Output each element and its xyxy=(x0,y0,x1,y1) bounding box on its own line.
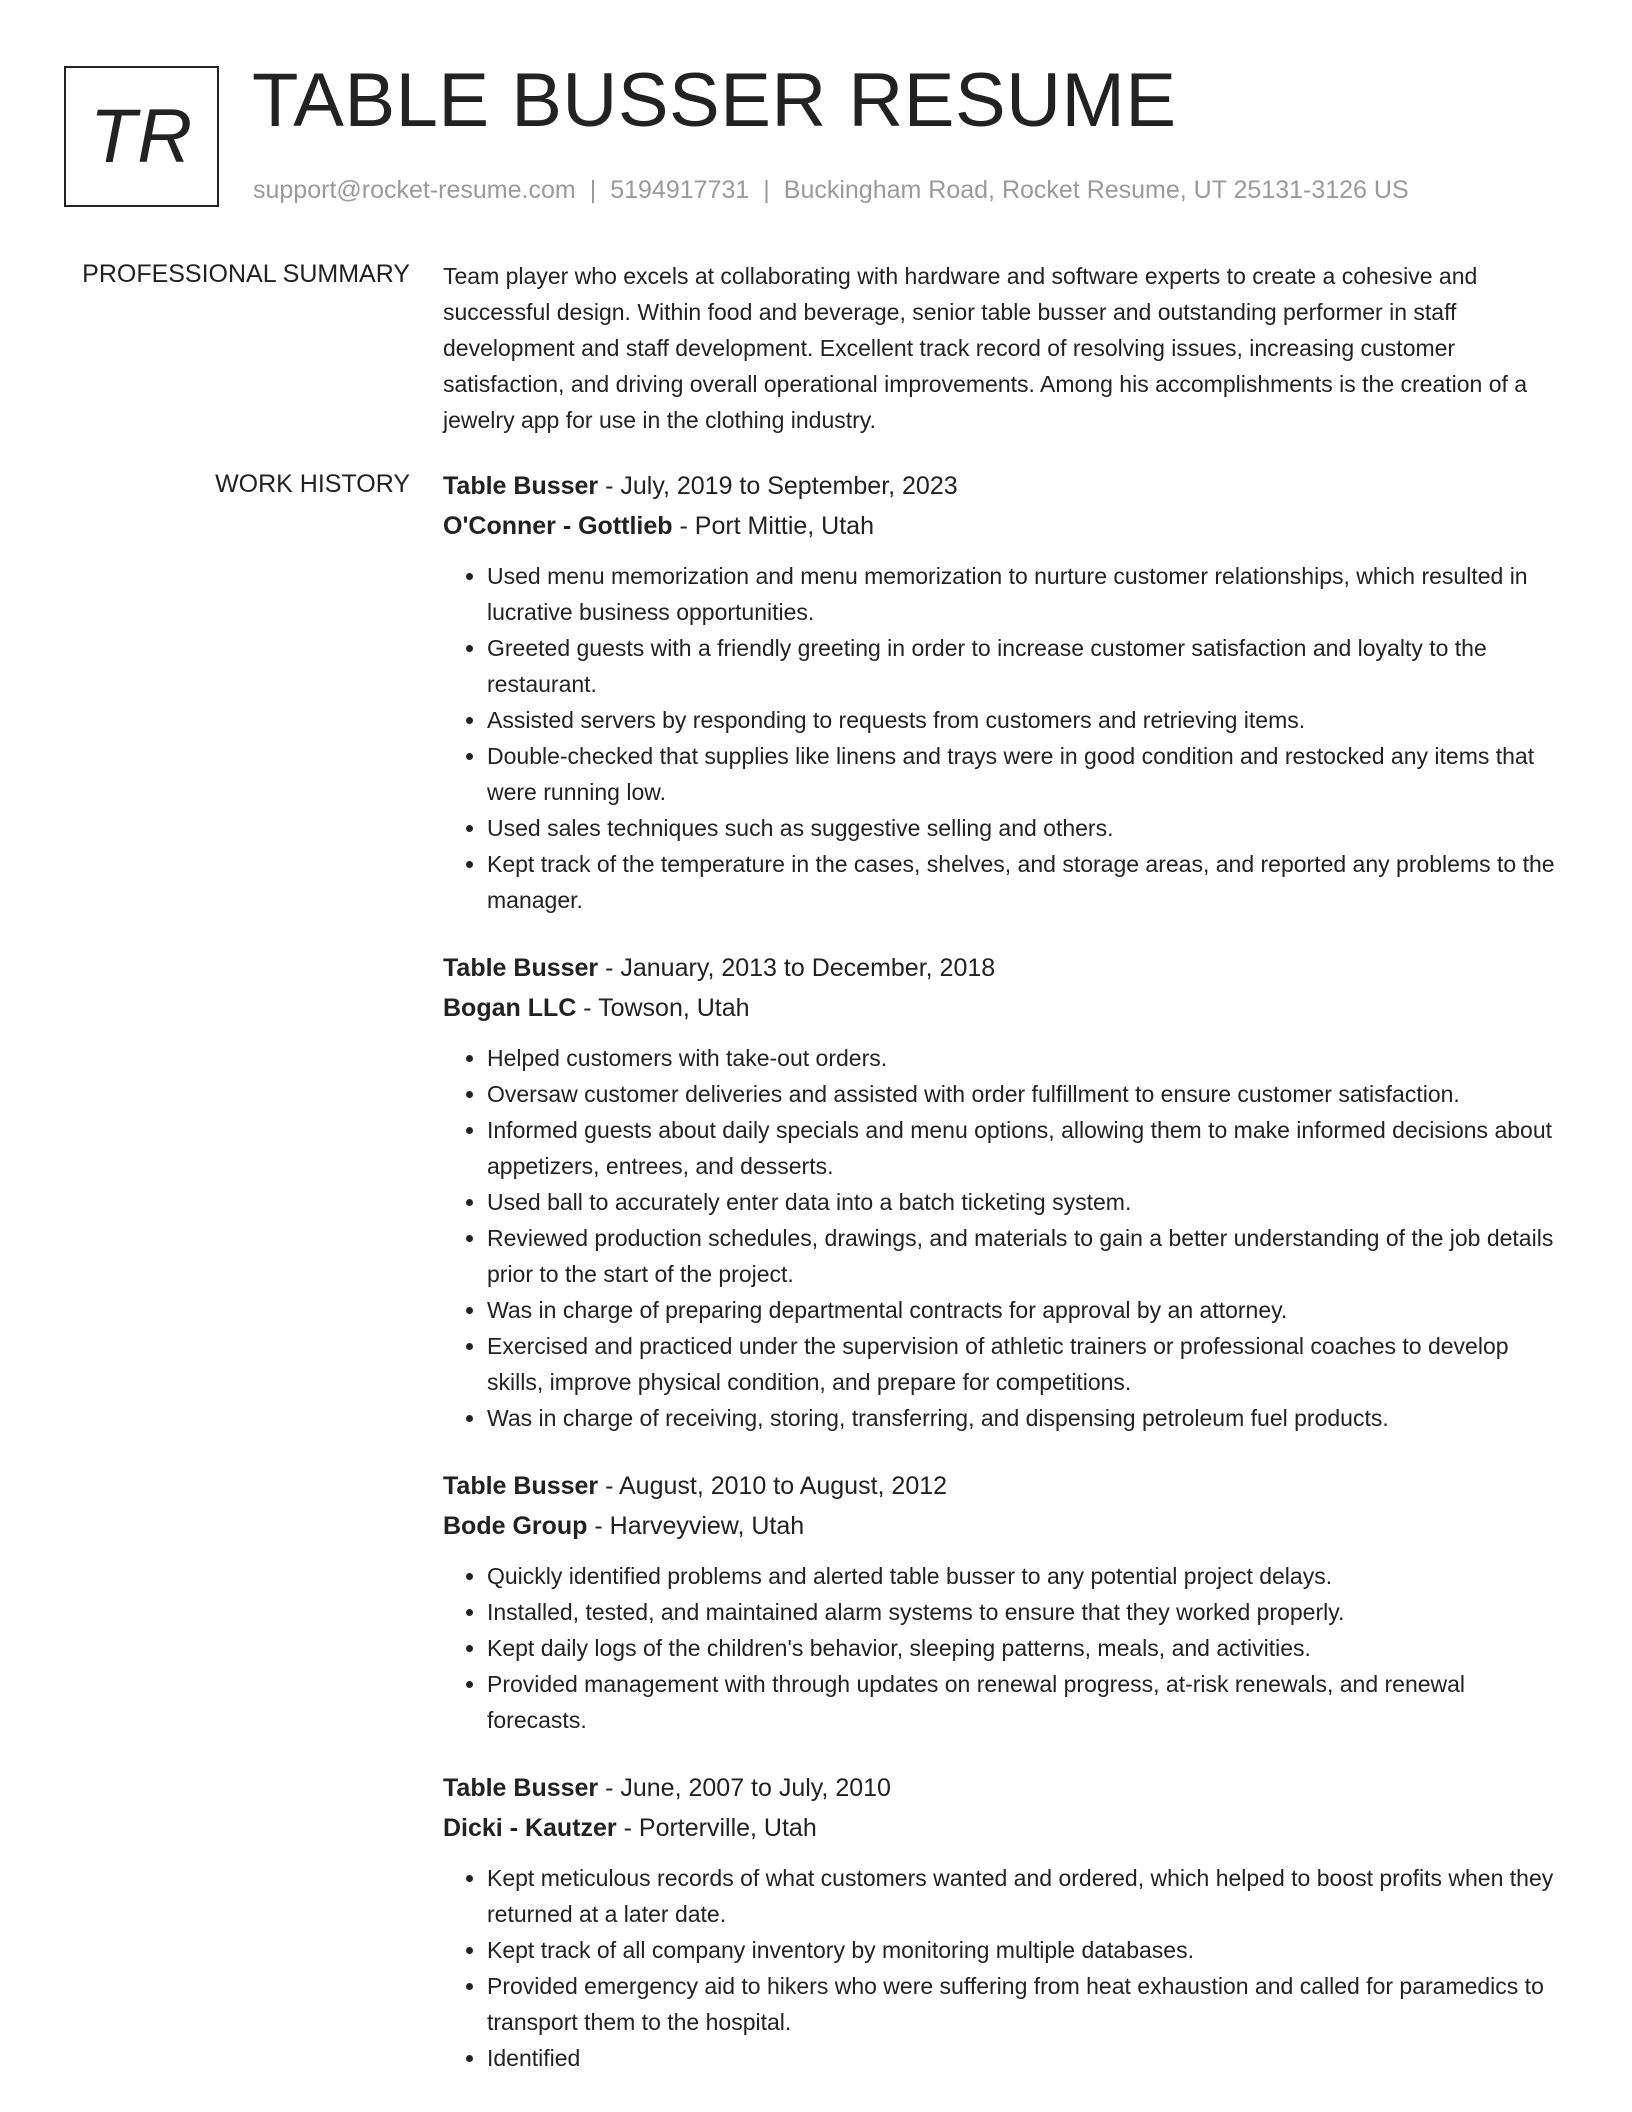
contact-phone: 5194917731 xyxy=(610,176,750,204)
job-title-line xyxy=(443,948,1568,988)
list-item: • Identified xyxy=(487,2040,1568,2076)
job-title-line xyxy=(443,466,1568,506)
job-company: Dicki - Kautzer xyxy=(443,1814,617,1842)
job-company: Bode Group xyxy=(443,1512,588,1540)
work-history-list xyxy=(443,466,1568,2106)
job-location: - Harveyview, Utah xyxy=(587,1512,805,1540)
job-title-line xyxy=(443,1466,1568,1506)
list-item: • Was in charge of preparing departmental contracts for approval by an attorney. xyxy=(487,1292,1568,1328)
list-item: • Helped customers with take-out orders. xyxy=(487,1040,1568,1076)
job-dates: - January, 2013 to December, 2018 xyxy=(598,954,996,982)
contact-email: support@rocket-resume.com xyxy=(253,176,576,204)
list-item: • Quickly identified problems and alerted table busser to any potential project delays. xyxy=(487,1558,1568,1594)
list-item: • Used sales techniques such as suggestive selling and others. xyxy=(487,810,1568,846)
job-bullets xyxy=(443,1040,1568,1436)
job-location: - Porterville, Utah xyxy=(616,1814,817,1842)
job-dates: - July, 2019 to September, 2023 xyxy=(598,472,958,500)
summary-heading: PROFESSIONAL SUMMARY xyxy=(82,260,410,288)
job-title: Table Busser xyxy=(443,472,599,500)
contact-separator: | xyxy=(589,176,597,204)
job-bullets xyxy=(443,1860,1568,2076)
list-item: • Informed guests about daily specials and menu options, allowing them to make informed decisions about appetizers, entrees, and desserts. xyxy=(487,1112,1568,1184)
list-item: • Oversaw customer deliveries and assisted with order fulfillment to ensure customer satisfaction. xyxy=(487,1076,1568,1112)
job-company-line xyxy=(443,1506,1568,1546)
job-location: - Port Mittie, Utah xyxy=(672,512,874,540)
list-item: • Provided management with through updates on renewal progress, at-risk renewals, and renewal forecasts. xyxy=(487,1666,1568,1738)
list-item: • Used menu memorization and menu memorization to nurture customer relationships, which resulted in lucrative business opportunities. xyxy=(487,558,1568,630)
job-title: Table Busser xyxy=(443,1472,599,1500)
job-bullets xyxy=(443,1558,1568,1738)
list-item: • Installed, tested, and maintained alarm systems to ensure that they worked properly. xyxy=(487,1594,1568,1630)
list-item: • Assisted servers by responding to requests from customers and retrieving items. xyxy=(487,702,1568,738)
contact-separator: | xyxy=(763,176,770,204)
list-item: • Greeted guests with a friendly greeting in order to increase customer satisfaction and loyalty to the restaurant. xyxy=(487,630,1568,702)
job-company-line xyxy=(443,506,1568,546)
list-item: • Provided emergency aid to hikers who were suffering from heat exhaustion and called for paramedics to transport them to the hospital. xyxy=(487,1968,1568,2040)
list-item: • Kept daily logs of the children's behavior, sleeping patterns, meals, and activities. xyxy=(487,1630,1568,1666)
job-entry xyxy=(443,1768,1568,2076)
list-item: • Kept meticulous records of what customers wanted and ordered, which helped to boost profits when they returned at a later date. xyxy=(487,1860,1568,1932)
list-item: • Used ball to accurately enter data into a batch ticketing system. xyxy=(487,1184,1568,1220)
list-item: • Reviewed production schedules, drawings, and materials to gain a better understanding of the job details prior to the start of the project. xyxy=(487,1220,1568,1292)
list-item: • Exercised and practiced under the supervision of athletic trainers or professional coaches to develop skills, improve physical condition, and prepare for competitions. xyxy=(487,1328,1568,1400)
contact-address: Buckingham Road, Rocket Resume, UT 25131-3126 US xyxy=(783,176,1409,204)
job-dates: - August, 2010 to August, 2012 xyxy=(598,1472,948,1500)
work-history-heading: WORK HISTORY xyxy=(215,470,410,498)
job-company: Bogan LLC xyxy=(443,994,577,1022)
job-title-line xyxy=(443,1768,1568,1808)
page-title: TABLE BUSSER RESUME xyxy=(252,58,1177,143)
job-entry xyxy=(443,466,1568,918)
job-company: O'Conner - Gottlieb xyxy=(443,512,673,540)
job-entry xyxy=(443,948,1568,1436)
list-item: • Was in charge of receiving, storing, transferring, and dispensing petroleum fuel products. xyxy=(487,1400,1568,1436)
job-entry xyxy=(443,1466,1568,1738)
job-company-line xyxy=(443,1808,1568,1848)
list-item: • Double-checked that supplies like linens and trays were in good condition and restocked any items that were running low. xyxy=(487,738,1568,810)
job-company-line xyxy=(443,988,1568,1028)
job-dates: - June, 2007 to July, 2010 xyxy=(598,1774,891,1802)
contact-info xyxy=(253,172,1409,208)
job-bullets xyxy=(443,558,1568,918)
job-title: Table Busser xyxy=(443,1774,599,1802)
list-item: • Kept track of the temperature in the cases, shelves, and storage areas, and reported any problems to the manager. xyxy=(487,846,1568,918)
job-title: Table Busser xyxy=(443,954,599,982)
job-location: - Towson, Utah xyxy=(576,994,750,1022)
list-item: • Kept track of all company inventory by monitoring multiple databases. xyxy=(487,1932,1568,1968)
summary-text: Team player who excels at collaborating with hardware and software experts to create a cohesive and successful design. Within food and beverage, senior table busser and outstanding performer in staff development and staff development. Excellent track record of resolving issues, increasing customer satisfaction, and driving overall operational improvements. Among his accomplishments is the creation of a jewelry app for use in the clothing industry. xyxy=(443,263,1528,433)
monogram-logo: TR xyxy=(64,66,219,207)
